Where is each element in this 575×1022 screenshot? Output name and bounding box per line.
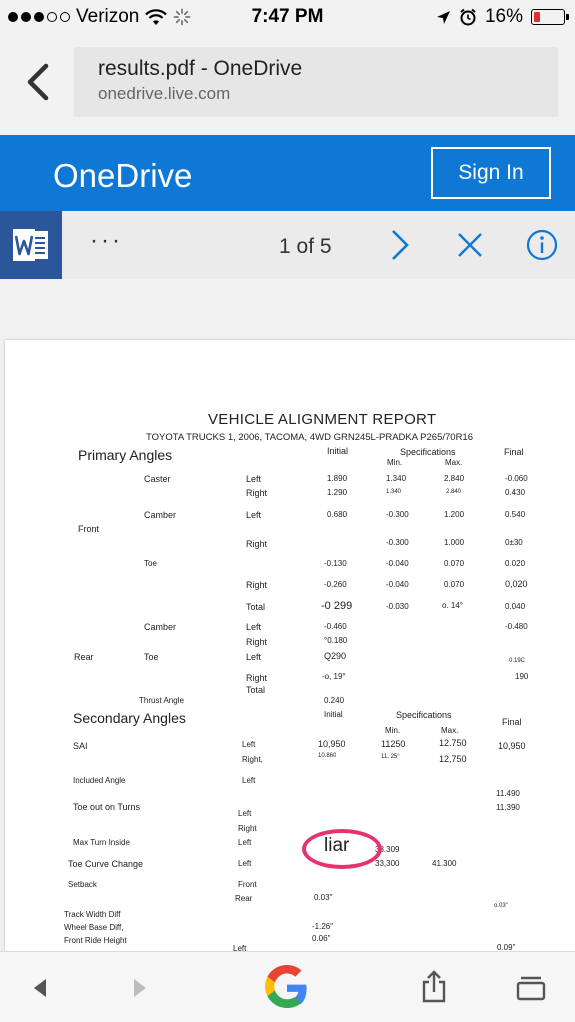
- value: 1.200: [444, 510, 465, 519]
- value: 0.19C: [509, 658, 526, 664]
- value: °0.180: [324, 636, 348, 645]
- page-indicator: 1 of 5: [279, 235, 332, 258]
- value: 0.070: [444, 580, 465, 589]
- value: -0.300: [386, 538, 409, 547]
- label-toe-out-on-turns: Toe out on Turns: [73, 802, 141, 812]
- value: o. 14°: [442, 601, 463, 610]
- more-options-button[interactable]: ···: [90, 227, 123, 254]
- value: 33,300: [375, 859, 400, 868]
- value: 10,950: [318, 739, 346, 749]
- bottom-toolbar: [0, 951, 575, 1022]
- value: 11.490: [496, 789, 520, 798]
- value: 1.290: [327, 488, 348, 497]
- value: -0.040: [386, 559, 409, 568]
- value: 38.309: [375, 845, 400, 854]
- col-final: Final: [504, 447, 524, 457]
- value: 190: [515, 672, 529, 681]
- label-camber: Camber: [144, 510, 177, 520]
- back-icon[interactable]: [30, 976, 52, 1000]
- primary-angles-heading: Primary Angles: [78, 447, 173, 463]
- value: 0.03": [314, 893, 333, 902]
- label-front-ride-height: Front Ride Height: [64, 936, 127, 945]
- col-max: Max.: [445, 458, 463, 467]
- page-url: onedrive.live.com: [98, 84, 231, 103]
- side: Right: [238, 824, 257, 833]
- onedrive-brand: OneDrive: [53, 157, 193, 194]
- value: 2.840: [446, 489, 462, 495]
- value: -1.26": [312, 922, 334, 931]
- value: 11250: [381, 739, 406, 749]
- pdf-page: [5, 340, 575, 951]
- back-chevron-icon[interactable]: [20, 60, 56, 104]
- document-toolbar: [0, 211, 575, 279]
- label-included-angle: Included Angle: [73, 776, 126, 785]
- value: 1.000: [444, 538, 465, 547]
- sign-in-button[interactable]: Sign In: [431, 147, 551, 199]
- address-bar: [0, 34, 575, 135]
- value: 11. 25°: [381, 754, 400, 760]
- label-sai: SAI: [73, 741, 88, 751]
- close-icon[interactable]: [450, 225, 490, 265]
- side: Left: [246, 652, 262, 662]
- label-camber-rear: Camber: [144, 622, 177, 632]
- value: 0.240: [324, 696, 345, 705]
- value: 1.890: [327, 474, 348, 483]
- label-toe-rear: Toe: [144, 652, 159, 662]
- col-specifications-secondary: Specifications: [396, 710, 452, 720]
- side: Left: [233, 944, 247, 951]
- value: 12.750: [439, 738, 467, 748]
- value: 0.680: [327, 510, 348, 519]
- side: Total: [246, 685, 266, 695]
- value: -0.300: [386, 510, 409, 519]
- value: -0.480: [505, 622, 528, 631]
- value: 0.040: [505, 602, 526, 611]
- alarm-clock-icon: [459, 8, 477, 26]
- document-viewer[interactable]: [0, 279, 575, 951]
- page-title: results.pdf - OneDrive: [98, 57, 303, 80]
- side: Left: [238, 859, 252, 868]
- tabs-icon[interactable]: [515, 974, 547, 1002]
- col-max-secondary: Max.: [441, 726, 459, 735]
- value: Q290: [324, 651, 347, 661]
- label-setback: Setback: [68, 880, 97, 889]
- value: 0±30: [505, 538, 523, 547]
- value: 0.06": [312, 934, 331, 943]
- value: 10,950: [498, 741, 526, 751]
- share-icon[interactable]: [420, 970, 448, 1004]
- value: 12,750: [439, 754, 467, 764]
- value: 11,390: [496, 803, 520, 812]
- value: 0.430: [505, 488, 526, 497]
- side: Left: [242, 776, 256, 785]
- side: Right: [246, 488, 268, 498]
- value: 10.860: [318, 753, 337, 759]
- side: Rear: [235, 894, 253, 903]
- status-bar: [0, 0, 575, 34]
- side: Left: [238, 809, 252, 818]
- col-min-secondary: Min.: [385, 726, 401, 735]
- side: Right: [246, 673, 268, 683]
- url-box[interactable]: [74, 47, 558, 117]
- value: 0,020: [505, 579, 528, 589]
- value: -0.030: [386, 602, 409, 611]
- onedrive-header: [0, 135, 575, 211]
- side: Total: [246, 602, 266, 612]
- value: -o, 19°: [322, 672, 346, 681]
- side: Right: [246, 580, 268, 590]
- label-wheel-base-diff: Wheel Base Diff,: [64, 923, 124, 932]
- side: Right: [246, 539, 268, 549]
- carrier-label: Verizon: [76, 6, 140, 27]
- side: Left: [246, 622, 262, 632]
- side: Right: [246, 637, 268, 647]
- value: 41.300: [432, 859, 457, 868]
- value: 1.340: [386, 474, 407, 483]
- annotation-text: liar: [324, 835, 350, 856]
- word-icon[interactable]: [0, 211, 62, 279]
- label-front: Front: [78, 524, 100, 534]
- battery-icon: [531, 9, 565, 25]
- value: 2.840: [444, 474, 465, 483]
- label-caster: Caster: [144, 474, 171, 484]
- side: Left: [238, 838, 252, 847]
- side: Left: [246, 474, 262, 484]
- battery-percent: 16%: [484, 6, 523, 27]
- label-max-turn-inside: Max Turn Inside: [73, 838, 130, 847]
- report-subtitle: TOYOTA TRUCKS 1, 2006, TACOMA, 4WD GRN245L-PRADKA P265/70R16: [146, 432, 473, 443]
- secondary-angles-heading: Secondary Angles: [73, 710, 186, 726]
- label-toe-curve-change: Toe Curve Change: [68, 859, 144, 869]
- col-initial: Initial: [327, 446, 349, 456]
- value: -0.130: [324, 559, 347, 568]
- side: Left: [246, 510, 262, 520]
- status-time: 7:47 PM: [251, 6, 324, 27]
- value: o.03": [494, 903, 508, 909]
- side: Right,: [242, 755, 263, 764]
- label-track-width-diff: Track Width Diff: [64, 910, 121, 919]
- status-right: [436, 6, 565, 28]
- side: Front: [238, 880, 257, 889]
- label-thrust-angle: Thrust Angle: [139, 696, 184, 705]
- col-min: Min.: [387, 458, 403, 467]
- value: -0.260: [324, 580, 347, 589]
- value: 0.020: [505, 559, 526, 568]
- value: -0.460: [324, 622, 347, 631]
- location-arrow-icon: [436, 10, 451, 25]
- label-toe: Toe: [144, 559, 157, 568]
- value: 0.070: [444, 559, 465, 568]
- google-icon[interactable]: [263, 964, 311, 1012]
- value: 0.09": [497, 943, 516, 951]
- value: -0.060: [505, 474, 528, 483]
- value: -0 299: [321, 600, 353, 612]
- label-rear: Rear: [74, 652, 94, 662]
- value: 1.340: [386, 489, 402, 495]
- col-final-secondary: Final: [502, 717, 522, 727]
- side: Left: [242, 740, 256, 749]
- col-specifications: Specifications: [400, 447, 456, 457]
- value: -0.040: [386, 580, 409, 589]
- report-title: VEHICLE ALIGNMENT REPORT: [208, 411, 437, 428]
- info-icon[interactable]: [522, 225, 562, 265]
- value: 0.540: [505, 510, 526, 519]
- col-initial-secondary: Initial: [324, 710, 343, 719]
- next-page-icon[interactable]: [380, 225, 420, 265]
- forward-icon[interactable]: [128, 976, 150, 1000]
